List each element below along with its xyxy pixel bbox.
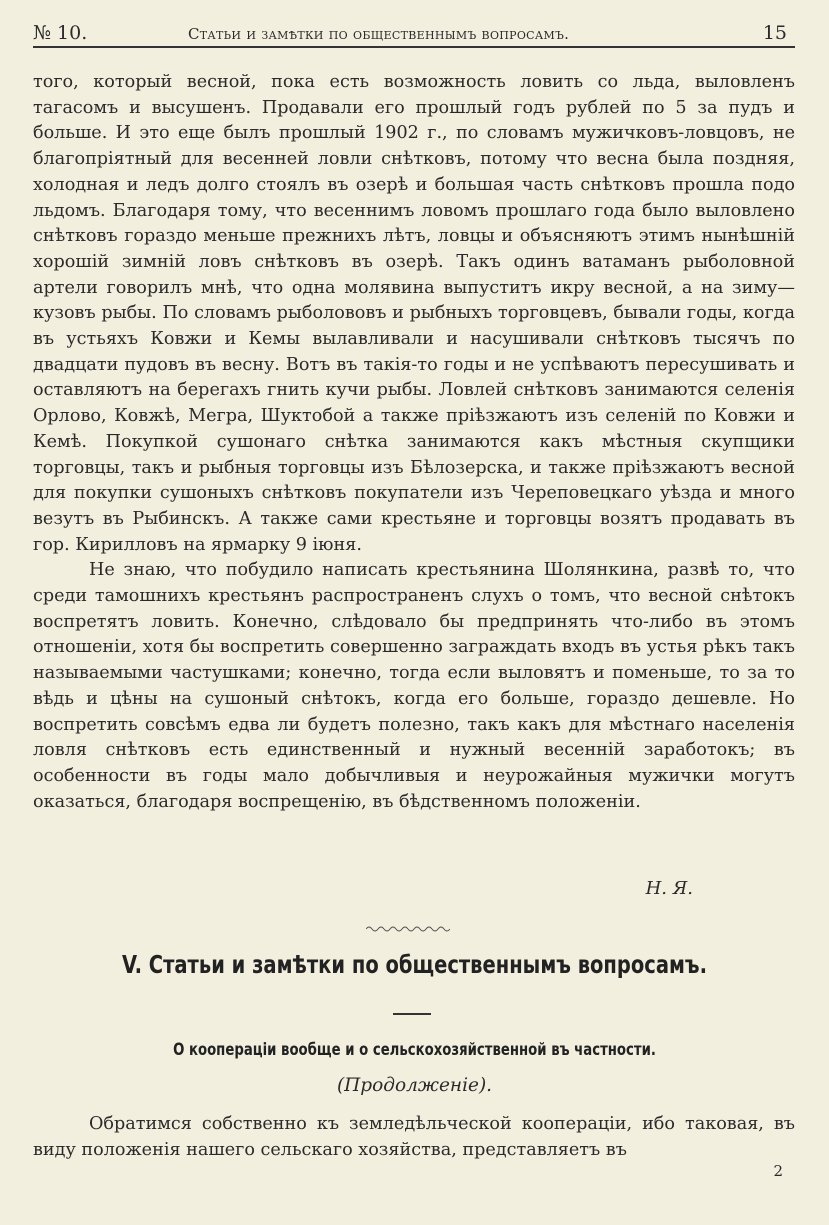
author-signature: Н. Я. xyxy=(645,878,693,899)
page-header xyxy=(33,20,795,48)
paragraph: Не знаю, что побудило написать крестьянина Шолянкина, развѣ то, что среди тамошнихъ крестьянъ распространенъ слухъ о томъ, что весной снѣтокъ воспретятъ ловить. Конечно, слѣдовало бы предпринять что-либо въ этомъ отношеніи, хотя бы воспретить совершенно заграждать входъ въ устья рѣкъ такъ называемыми частушками; конечно, тогда если выловятъ и поменьше, то за то вѣдь и цѣны на сушоный снѣтокъ, когда его больше, гораздо дешевле. Но воспретить совсѣмъ едва ли будетъ полезно, такъ какъ для мѣстнаго населенія ловля снѣтковъ есть единственный и нужный весенній заработокъ; въ особенности въ годы мало добычливыя и неурожайныя мужички могутъ оказаться, благодаря воспрещенію, въ бѣдственномъ положеніи. xyxy=(33,560,795,812)
running-title: Статьи и замѣтки по общественнымъ вопросамъ. xyxy=(188,25,570,43)
signature-mark: 2 xyxy=(773,1162,783,1180)
article-body xyxy=(33,1112,795,1163)
divider xyxy=(393,1013,431,1015)
article-continuation xyxy=(33,70,795,815)
section-heading: V. Статьи и замѣтки по общественнымъ вопросамъ. xyxy=(122,950,707,979)
paragraph: Обратимся собственно къ земледѣльческой коопераціи, ибо таковая, въ виду положенія нашего сельскаго хозяйства, представляетъ въ xyxy=(33,1114,795,1160)
issue-number: № 10. xyxy=(33,22,88,44)
continued-note: (Продолженіе). xyxy=(336,1075,493,1096)
article-title: О коопераціи вообще и о сельскохозяйственной въ частности. xyxy=(173,1040,656,1060)
wave-ornament xyxy=(366,924,450,934)
page-number: 15 xyxy=(762,22,787,44)
paragraph: того, который весной, пока есть возможность ловить со льда, выловленъ тагасомъ и высушенъ. Продавали его прошлый годъ рублей по 5 за пудъ и больше. И это еще былъ прошлый 1902 г., по словамъ мужичковъ-ловцовъ, не благопріятный для весенней ловли снѣтковъ, потому что весна была поздняя, холодная и ледъ долго стоялъ въ озерѣ и большая часть снѣтковъ прошла подо льдомъ. Благодаря тому, что весеннимъ ловомъ прошлаго года было выловлено снѣтковъ гораздо меньше прежнихъ лѣтъ, ловцы и объясняютъ этимъ нынѣшній хорошій зимній ловъ снѣтковъ въ озерѣ. Такъ одинъ ватаманъ рыболовной артели говорилъ мнѣ, что одна молявина выпуститъ икру весной, а на зиму—кузовъ рыбы. По словамъ рыболововъ и рыбныхъ торговцевъ, бывали годы, когда въ устьяхъ Ковжи и Кемы вылавливали и насушивали снѣтковъ тысячъ по двадцати пудовъ въ весну. Вотъ въ такія-то годы и не успѣваютъ пересушивать и оставляютъ на берегахъ гнить кучи рыбы. Ловлей снѣтковъ занимаются селенія Орлово, Ковжѣ, Мегра, Шуктобой а также пріѣзжаютъ изъ селеній по Ковжи и Кемѣ. Покупкой сушонаго снѣтка занимаются какъ мѣстныя скупщики торговцы, такъ и рыбныя торговцы изъ Бѣлозерска, и также пріѣзжаютъ весной для покупки сушоныхъ снѣтковъ покупатели изъ Череповецкаго уѣзда и много везутъ въ Рыбинскъ. А также сами крестьяне и торговцы возятъ продавать въ гор. Кирилловъ на ярмарку 9 іюня. xyxy=(33,72,795,555)
